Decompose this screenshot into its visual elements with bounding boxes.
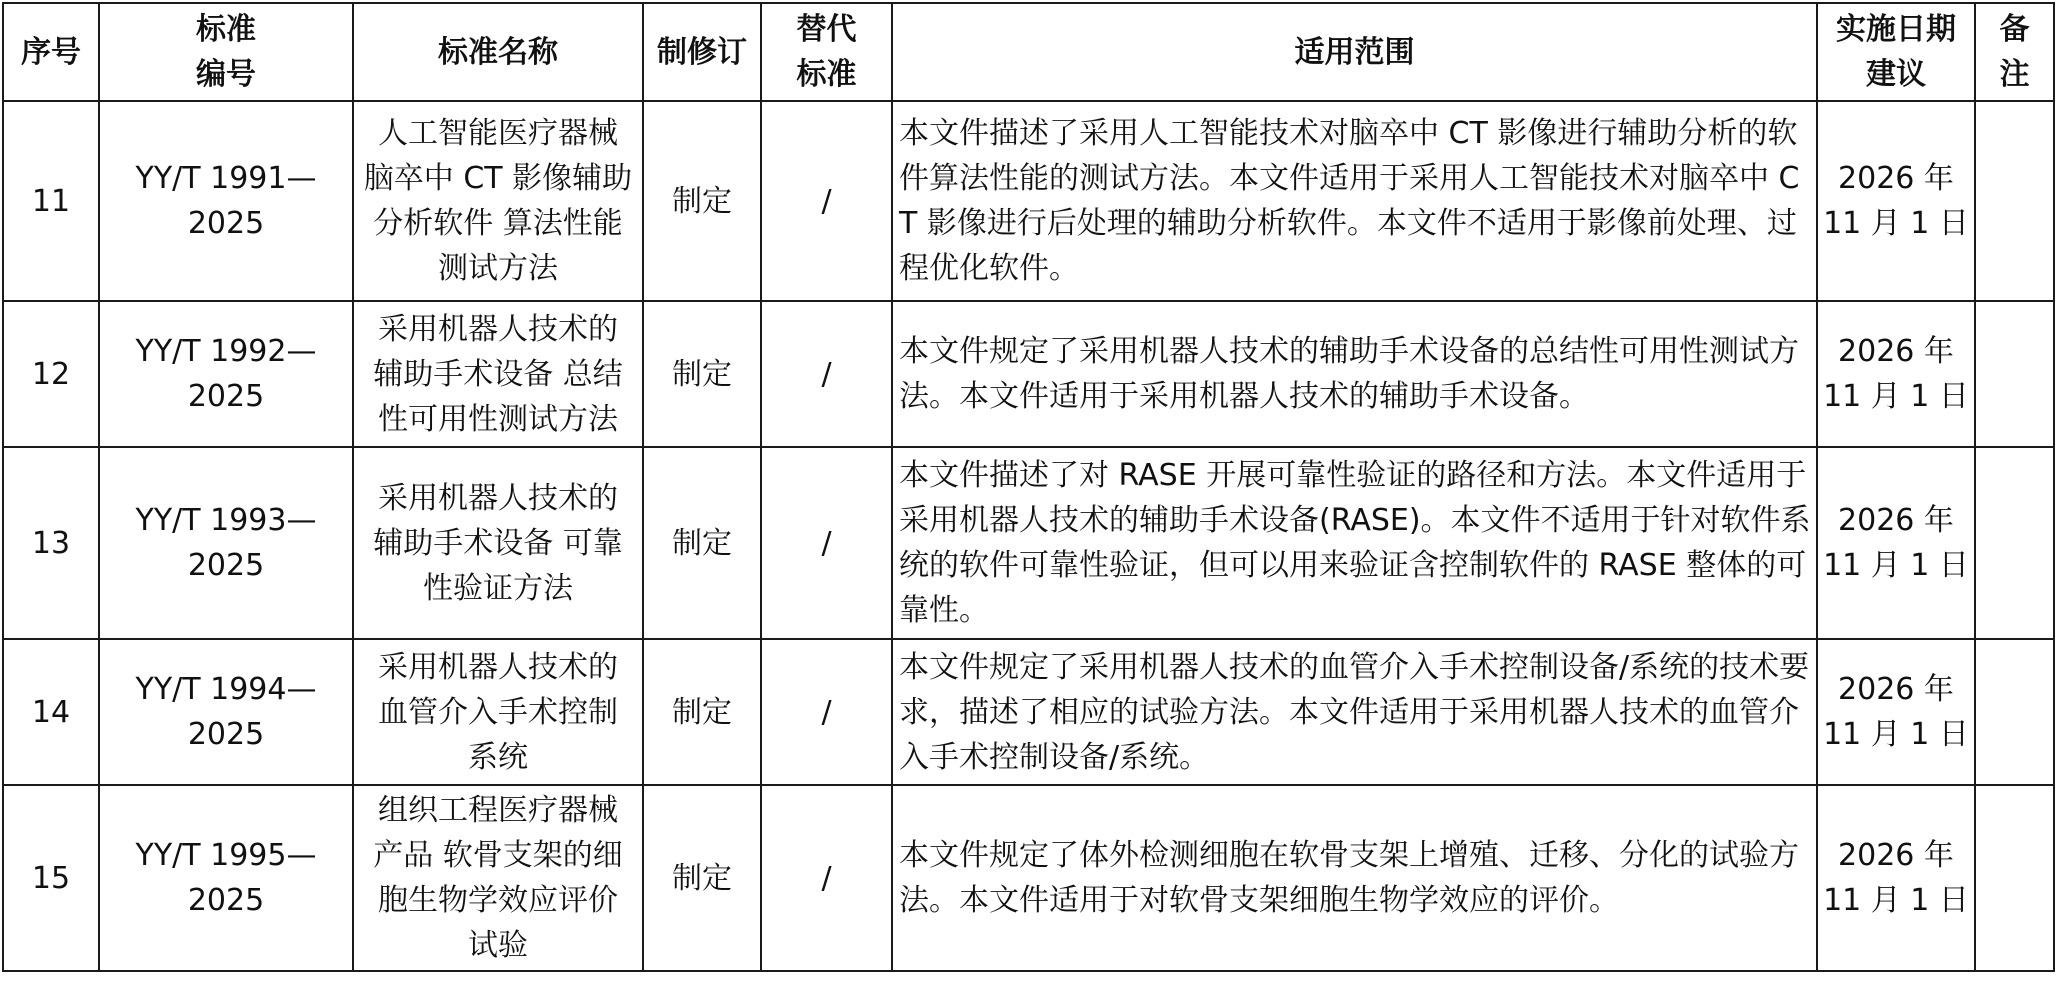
cell-remark <box>1975 101 2054 301</box>
cell-scope: 本文件描述了采用人工智能技术对脑卒中 CT 影像进行辅助分析的软件算法性能的测试方法。本文件适用于采用人工智能技术对脑卒中 CT 影像进行后处理的辅助分析软件。本文件不适用于影像前处理、过程优化软件。 <box>892 101 1817 301</box>
cell-date: 2026 年 11 月 1 日 <box>1817 639 1975 785</box>
cell-date: 2026 年 11 月 1 日 <box>1817 301 1975 447</box>
table-row <box>3 639 2054 785</box>
cell-revision: 制定 <box>643 785 761 971</box>
cell-date: 2026 年 11 月 1 日 <box>1817 101 1975 301</box>
standards-table <box>2 2 2055 972</box>
header-name: 标准名称 <box>353 3 643 101</box>
cell-name: 采用机器人技术的 血管介入手术控制 系统 <box>353 639 643 785</box>
cell-seq: 13 <box>3 447 99 639</box>
table-row <box>3 447 2054 639</box>
cell-replaces: / <box>761 301 892 447</box>
cell-revision: 制定 <box>643 447 761 639</box>
header-scope: 适用范围 <box>892 3 1817 101</box>
cell-seq: 12 <box>3 301 99 447</box>
cell-code: YY/T 1994— 2025 <box>99 639 353 785</box>
cell-replaces: / <box>761 785 892 971</box>
cell-date: 2026 年 11 月 1 日 <box>1817 447 1975 639</box>
cell-replaces: / <box>761 101 892 301</box>
header-row <box>3 3 2054 101</box>
header-replaces: 替代 标准 <box>761 3 892 101</box>
cell-scope: 本文件规定了体外检测细胞在软骨支架上增殖、迁移、分化的试验方法。本文件适用于对软骨支架细胞生物学效应的评价。 <box>892 785 1817 971</box>
cell-revision: 制定 <box>643 301 761 447</box>
cell-remark <box>1975 785 2054 971</box>
cell-scope: 本文件规定了采用机器人技术的血管介入手术控制设备/系统的技术要求，描述了相应的试验方法。本文件适用于采用机器人技术的血管介入手术控制设备/系统。 <box>892 639 1817 785</box>
header-seq: 序号 <box>3 3 99 101</box>
cell-name: 组织工程医疗器械 产品 软骨支架的细 胞生物学效应评价 试验 <box>353 785 643 971</box>
cell-replaces: / <box>761 447 892 639</box>
header-code: 标准 编号 <box>99 3 353 101</box>
header-revision: 制修订 <box>643 3 761 101</box>
cell-replaces: / <box>761 639 892 785</box>
cell-name: 人工智能医疗器械 脑卒中 CT 影像辅助 分析软件 算法性能 测试方法 <box>353 101 643 301</box>
cell-seq: 15 <box>3 785 99 971</box>
header-date: 实施日期 建议 <box>1817 3 1975 101</box>
cell-date: 2026 年 11 月 1 日 <box>1817 785 1975 971</box>
cell-scope: 本文件描述了对 RASE 开展可靠性验证的路径和方法。本文件适用于采用机器人技术的辅助手术设备(RASE)。本文件不适用于针对软件系统的软件可靠性验证，但可以用来验证含控制软件的 RASE 整体的可靠性。 <box>892 447 1817 639</box>
cell-code: YY/T 1993— 2025 <box>99 447 353 639</box>
cell-remark <box>1975 447 2054 639</box>
table-row <box>3 785 2054 971</box>
cell-code: YY/T 1991— 2025 <box>99 101 353 301</box>
table-row <box>3 101 2054 301</box>
cell-revision: 制定 <box>643 639 761 785</box>
cell-name: 采用机器人技术的 辅助手术设备 可靠 性验证方法 <box>353 447 643 639</box>
cell-seq: 11 <box>3 101 99 301</box>
header-remark: 备 注 <box>1975 3 2054 101</box>
cell-name: 采用机器人技术的 辅助手术设备 总结 性可用性测试方法 <box>353 301 643 447</box>
cell-remark <box>1975 639 2054 785</box>
cell-code: YY/T 1995— 2025 <box>99 785 353 971</box>
table-row <box>3 301 2054 447</box>
cell-seq: 14 <box>3 639 99 785</box>
cell-code: YY/T 1992— 2025 <box>99 301 353 447</box>
cell-remark <box>1975 301 2054 447</box>
cell-revision: 制定 <box>643 101 761 301</box>
cell-scope: 本文件规定了采用机器人技术的辅助手术设备的总结性可用性测试方法。本文件适用于采用机器人技术的辅助手术设备。 <box>892 301 1817 447</box>
